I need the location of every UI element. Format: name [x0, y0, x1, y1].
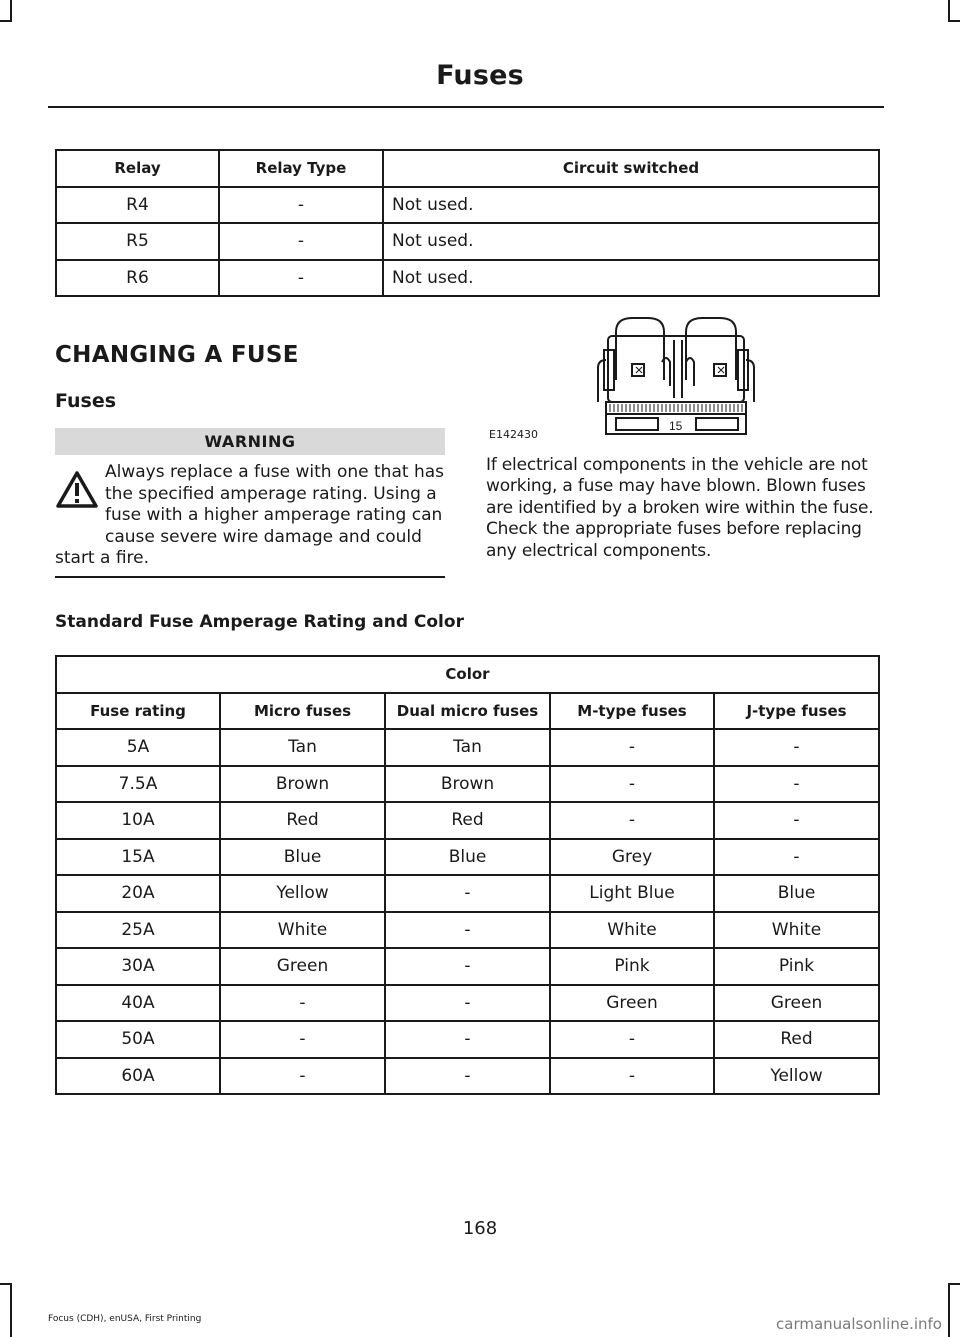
table-cell: Brown	[385, 766, 550, 803]
table-cell: -	[714, 802, 879, 839]
table-header-row	[56, 693, 879, 730]
table-row	[56, 187, 879, 224]
page-title: Fuses	[436, 60, 524, 91]
column-header: J-type fuses	[714, 693, 879, 730]
table-cell: Green	[220, 948, 385, 985]
table-title: Standard Fuse Amperage Rating and Color	[55, 612, 464, 632]
table-cell: White	[220, 912, 385, 949]
table-cell: -	[385, 1058, 550, 1095]
column-header: M-type fuses	[550, 693, 714, 730]
table-row	[56, 985, 879, 1022]
table-row	[56, 839, 879, 876]
crop-mark	[948, 1283, 950, 1337]
table-cell: Blue	[220, 839, 385, 876]
table-header-row	[56, 150, 879, 187]
table-cell: Not used.	[383, 223, 879, 260]
table-cell: White	[714, 912, 879, 949]
crop-mark	[0, 20, 12, 22]
table-cell: -	[219, 260, 383, 297]
fuse-number-label: 15	[669, 419, 683, 433]
table-cell: Not used.	[383, 187, 879, 224]
table-cell: Blue	[385, 839, 550, 876]
table-cell: -	[220, 985, 385, 1022]
table-cell: -	[550, 1021, 714, 1058]
table-cell: -	[714, 729, 879, 766]
table-row	[56, 912, 879, 949]
table-cell: Yellow	[220, 875, 385, 912]
table-cell: 60A	[56, 1058, 220, 1095]
crop-mark	[948, 0, 950, 20]
table-cell: -	[220, 1021, 385, 1058]
table-cell: Grey	[550, 839, 714, 876]
table-cell: Red	[385, 802, 550, 839]
table-row	[56, 1021, 879, 1058]
table-row	[56, 1058, 879, 1095]
table-cell: -	[385, 985, 550, 1022]
fuse-illustration	[486, 310, 878, 445]
fuse-table-body	[56, 729, 879, 1094]
table-cell: Tan	[220, 729, 385, 766]
column-header: Relay	[56, 150, 219, 187]
table-cell: 30A	[56, 948, 220, 985]
table-cell: Green	[550, 985, 714, 1022]
table-cell: 5A	[56, 729, 220, 766]
warning-divider	[55, 576, 445, 578]
table-cell: -	[550, 729, 714, 766]
table-cell: 15A	[56, 839, 220, 876]
column-header: Relay Type	[219, 150, 383, 187]
watermark: carmanualsonline.info	[776, 1315, 942, 1333]
table-cell: R4	[56, 187, 219, 224]
table-row	[56, 766, 879, 803]
table-cell: -	[385, 1021, 550, 1058]
table-cell: Red	[714, 1021, 879, 1058]
table-cell: -	[550, 802, 714, 839]
crop-mark	[10, 0, 12, 20]
group-header: Color	[56, 656, 879, 693]
relay-table	[55, 149, 880, 297]
table-row	[56, 223, 879, 260]
table-cell: Green	[714, 985, 879, 1022]
page-number: 168	[462, 1218, 498, 1239]
column-header: Fuse rating	[56, 693, 220, 730]
table-cell: 10A	[56, 802, 220, 839]
table-cell: Blue	[714, 875, 879, 912]
crop-mark	[948, 20, 960, 22]
column-header: Circuit switched	[383, 150, 879, 187]
table-cell: -	[550, 766, 714, 803]
table-cell: Pink	[714, 948, 879, 985]
table-cell: R5	[56, 223, 219, 260]
table-cell: Brown	[220, 766, 385, 803]
table-row	[56, 260, 879, 297]
section-subheading: Fuses	[55, 390, 117, 412]
table-row	[56, 729, 879, 766]
table-cell: -	[385, 912, 550, 949]
table-cell: Pink	[550, 948, 714, 985]
warning-label: WARNING	[55, 428, 445, 455]
table-cell: -	[550, 1058, 714, 1095]
table-cell: -	[385, 875, 550, 912]
table-cell: -	[714, 766, 879, 803]
table-cell: Red	[220, 802, 385, 839]
table-cell: 7.5A	[56, 766, 220, 803]
table-cell: -	[385, 948, 550, 985]
table-cell: 20A	[56, 875, 220, 912]
table-cell: R6	[56, 260, 219, 297]
footer-edition: Focus (CDH), enUSA, First Printing	[48, 1314, 202, 1324]
figure-id: E142430	[489, 428, 538, 441]
column-header: Micro fuses	[220, 693, 385, 730]
table-row	[56, 802, 879, 839]
fuse-table	[55, 655, 880, 1095]
crop-mark	[10, 1283, 12, 1337]
column-header: Dual micro fuses	[385, 693, 550, 730]
crop-mark	[0, 1283, 12, 1285]
table-cell: -	[219, 223, 383, 260]
title-divider	[48, 106, 884, 108]
table-group-header-row	[56, 656, 879, 693]
table-cell: Yellow	[714, 1058, 879, 1095]
table-cell: Light Blue	[550, 875, 714, 912]
table-row	[56, 875, 879, 912]
crop-mark	[948, 1283, 960, 1285]
warning-text: Always replace a fuse with one that has the specified amperage rating. Using a fuse with a higher amperage rating can cause severe wire damage and could start a fire.	[55, 462, 444, 568]
table-cell: -	[219, 187, 383, 224]
table-cell: White	[550, 912, 714, 949]
table-cell: -	[220, 1058, 385, 1095]
table-cell: 40A	[56, 985, 220, 1022]
body-paragraph: If electrical components in the vehicle are not working, a fuse may have blown. Blown fuses are identified by a broken wire within the fuse. Check the appropriate fuses before replacing any electrical components.	[486, 455, 874, 561]
warning-text-block	[55, 462, 447, 570]
table-cell: 25A	[56, 912, 220, 949]
table-cell: Tan	[385, 729, 550, 766]
table-cell: 50A	[56, 1021, 220, 1058]
table-cell: Not used.	[383, 260, 879, 297]
section-heading: CHANGING A FUSE	[55, 342, 299, 368]
table-cell: -	[714, 839, 879, 876]
table-row	[56, 948, 879, 985]
